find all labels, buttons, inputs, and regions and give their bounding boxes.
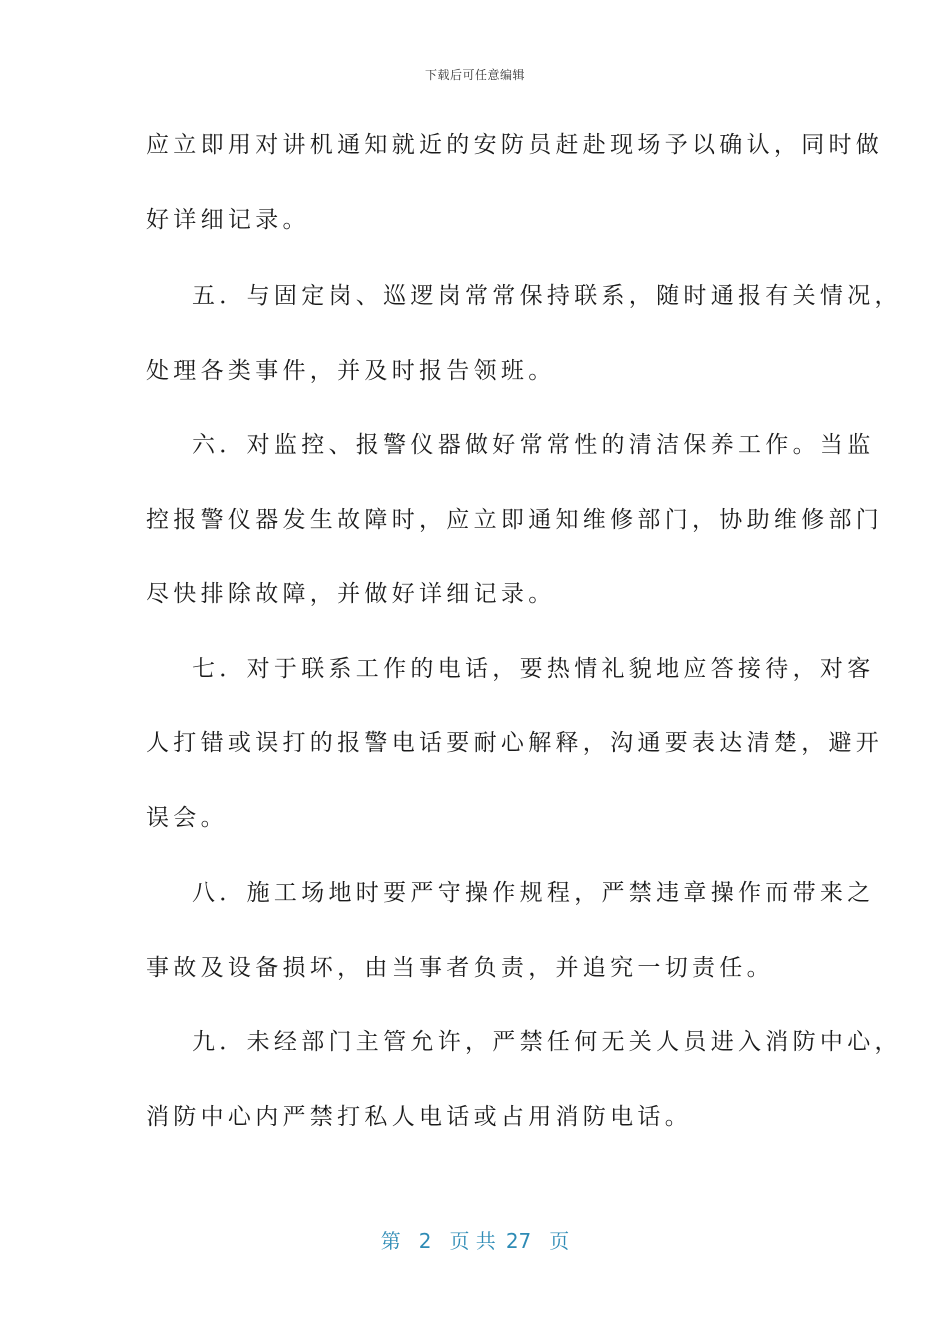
footer-middle: 页 共: [449, 1229, 496, 1253]
total-pages-number: 27: [505, 1229, 532, 1253]
text-line: 处理各类事件，并及时报告领班。: [146, 358, 556, 384]
page-header-note: 下载后可任意编辑: [424, 68, 525, 82]
text-line: 消防中心内严禁打私人电话或占用消防电话。: [146, 1104, 692, 1130]
paragraph-5-start: 五．与固定岗、巡逻岗常常保持联系，随时通报有关情况，: [192, 283, 902, 309]
footer-prefix: 第: [380, 1229, 401, 1253]
text-line: 尽快排除故障，并做好详细记录。: [146, 581, 556, 607]
text-line: 人打错或误打的报警电话要耐心解释，沟通要表达清楚，避开: [146, 730, 884, 756]
text-line: 应立即用对讲机通知就近的安防员赶赴现场予以确认，同时做: [146, 132, 884, 158]
text-line: 事故及设备损坏，由当事者负责，并追究一切责任。: [146, 955, 774, 981]
paragraph-9-start: 九．未经部门主管允许，严禁任何无关人员进入消防中心，: [192, 1029, 902, 1055]
text-line: 误会。: [146, 805, 228, 831]
footer-suffix: 页: [549, 1229, 570, 1253]
text-line: 控报警仪器发生故障时，应立即通知维修部门，协助维修部门: [146, 507, 884, 533]
page-footer: [0, 1225, 950, 1254]
paragraph-7-start: 七．对于联系工作的电话，要热情礼貌地应答接待，对客: [192, 656, 875, 682]
text-line: 好详细记录。: [146, 207, 310, 233]
paragraph-6-start: 六．对监控、报警仪器做好常常性的清洁保养工作。当监: [192, 432, 875, 458]
paragraph-8-start: 八．施工场地时要严守操作规程，严禁违章操作而带来之: [192, 880, 875, 906]
current-page-number: 2: [418, 1229, 432, 1253]
